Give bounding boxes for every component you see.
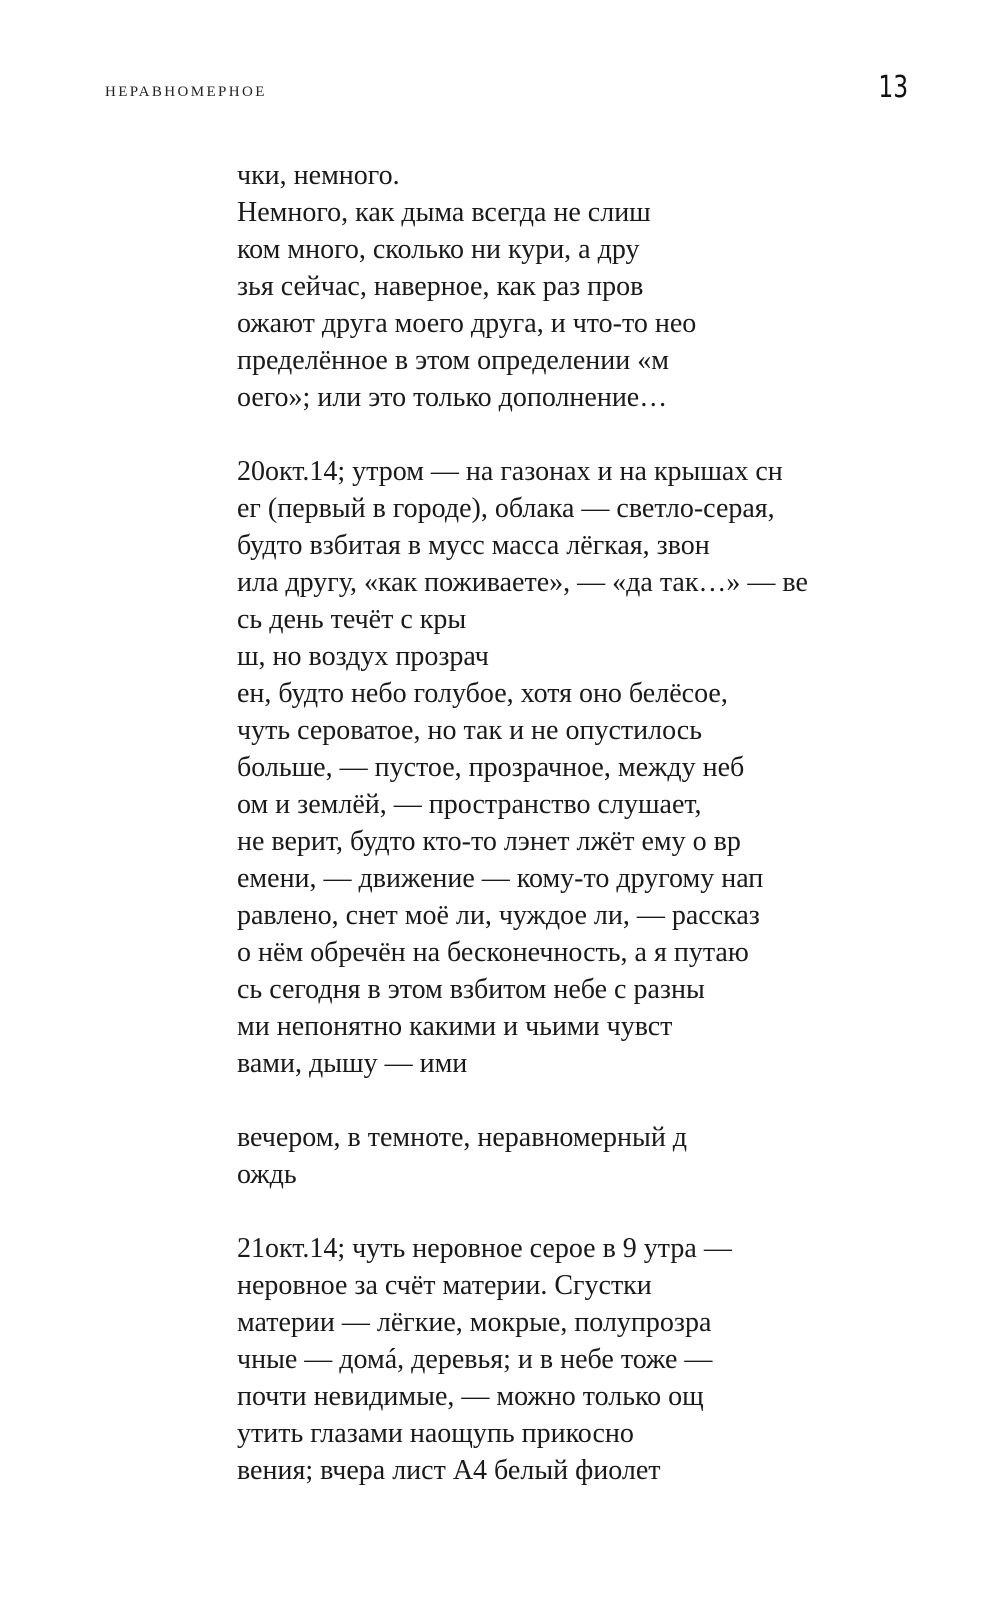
text-line: 21окт.14; чуть неровное серое в 9 утра —: [237, 1233, 732, 1264]
text-line: вения; вчера лист А4 белый фиолет: [237, 1455, 661, 1486]
text-line: емени, — движение — кому-то другому нап: [237, 863, 764, 894]
text-line: ожают друга моего друга, и что-то нео: [237, 308, 697, 339]
text-line: вечером, в темноте, неравномерный д: [237, 1122, 688, 1153]
text-line: о нём обречён на бесконечность, а я путаю: [237, 937, 749, 968]
text-line: пределённое в этом определении «м: [237, 345, 669, 376]
text-line: Немного, как дыма всегда не слиш: [237, 197, 651, 228]
text-line: материи — лёгкие, мокрые, полупрозра: [237, 1307, 712, 1338]
text-line: ила другу, «как поживаете», — «да так…» — ве: [237, 567, 808, 598]
page-number: 13: [878, 70, 908, 105]
paragraph-3: [237, 1119, 937, 1193]
text-line: чуть сероватое, но так и не опустилось: [237, 715, 702, 746]
text-line: ом и землёй, — пространство слушает,: [237, 789, 702, 820]
text-line: ми непонятно какими и чьими чувст: [237, 1011, 673, 1042]
text-line: чные — домá, деревья; и в небе тоже —: [237, 1344, 713, 1375]
text-line: больше, — пустое, прозрачное, между неб: [237, 752, 745, 783]
running-title: НЕРАВНОМЕРНОЕ: [105, 84, 267, 100]
text-line: сь сегодня в этом взбитом небе с разны: [237, 974, 705, 1005]
text-line: ш, но воздух прозрач: [237, 641, 489, 672]
text-line: вами, дышу — ими: [237, 1048, 468, 1079]
text-line: оего»; или это только дополнение…: [237, 382, 668, 413]
text-line: утить глазами наощупь прикосно: [237, 1418, 634, 1449]
text-line: не верит, будто кто-то лэнет лжёт ему о вр: [237, 826, 741, 857]
text-line: неровное за счёт материи. Сгустки: [237, 1270, 652, 1301]
text-line: чки, немного.: [237, 160, 400, 191]
text-line: зья сейчас, наверное, как раз пров: [237, 271, 644, 302]
text-line: ег (первый в городе), облака — светло-серая,: [237, 493, 775, 524]
paragraph-4: [237, 1230, 937, 1489]
body-text: [237, 157, 937, 1489]
text-line: почти невидимые, — можно только ощ: [237, 1381, 704, 1412]
text-line: ождь: [237, 1159, 297, 1190]
paragraph-2: [237, 453, 937, 1082]
text-line: 20окт.14; утром — на газонах и на крышах сн: [237, 456, 783, 487]
text-line: ен, будто небо голубое, хотя оно белёсое,: [237, 678, 728, 709]
paragraph-1: [237, 157, 937, 416]
text-line: сь день течёт с кры: [237, 604, 467, 635]
text-line: будто взбитая в мусс масса лёгкая, звон: [237, 530, 710, 561]
text-line: ком много, сколько ни кури, а дру: [237, 234, 640, 265]
text-line: равлено, снет моё ли, чуждое ли, — рассказ: [237, 900, 760, 931]
